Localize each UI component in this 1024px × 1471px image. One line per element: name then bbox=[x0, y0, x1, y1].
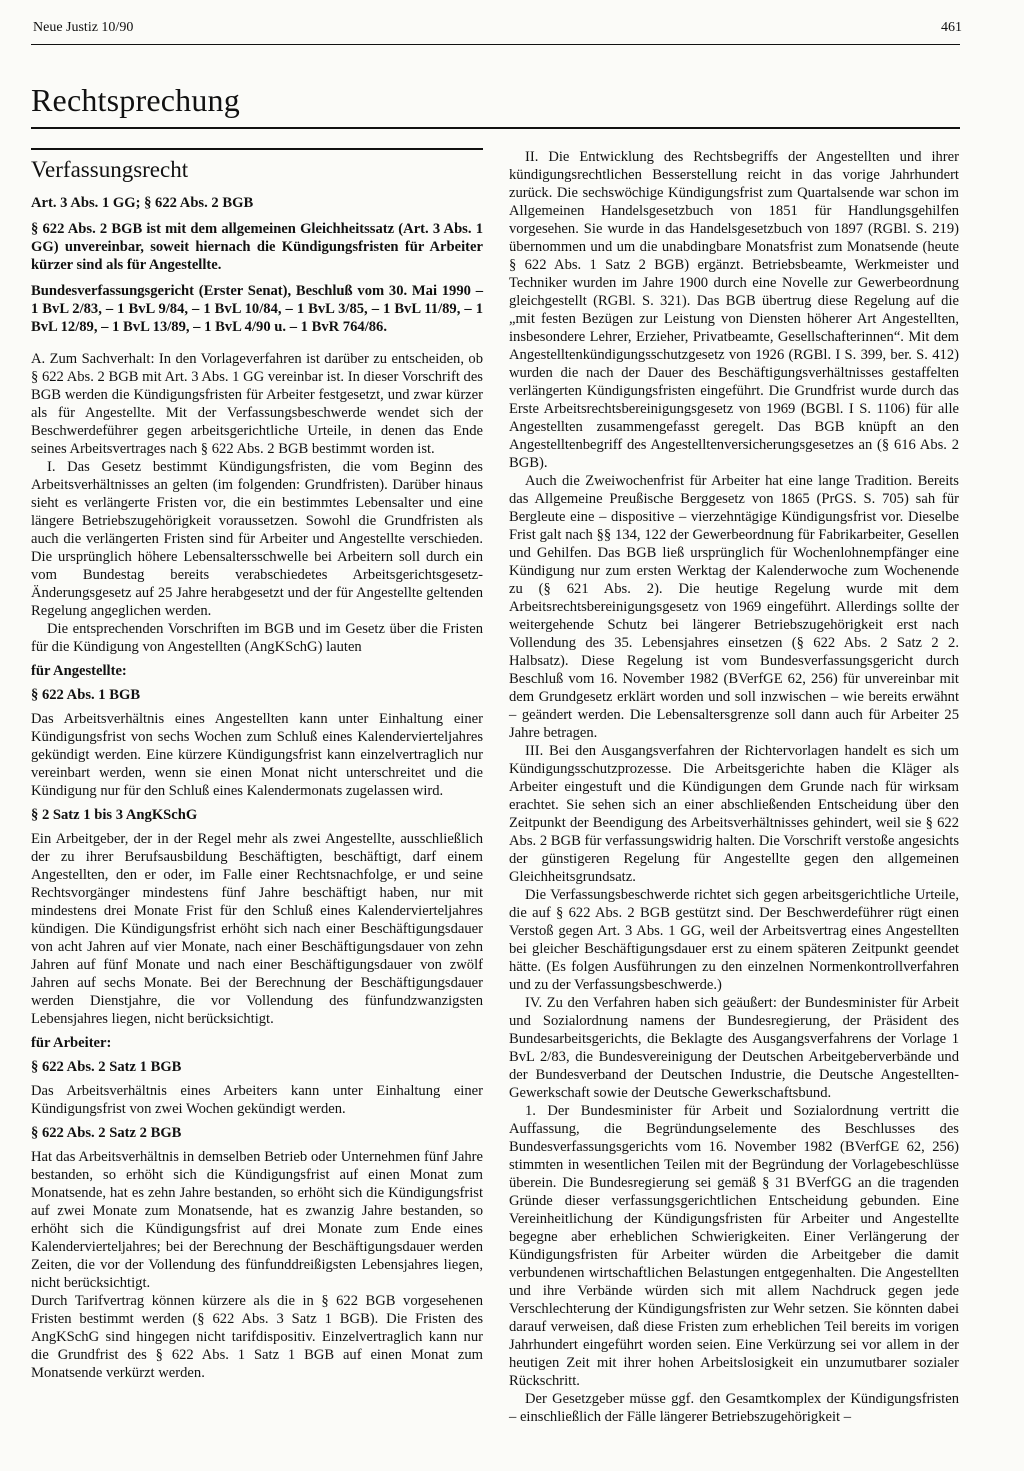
page-number: 461 bbox=[941, 20, 962, 35]
paragraph-i: I. Das Gesetz bestimmt Kündigungsfristen, die vom Beginn des Arbeitsverhältnisses an gelten (im folgenden: Grundfristen). Darüber hinaus sieht es verlängerte Fristen vor, die ein bestimmtes Lebensalter und eine längere Betriebszugehörigkeit voraussetzen. Sowohl die Grundfristen als auch die verlängerten Fristen sind für Arbeiter und Angestellte verschieden. Die ursprünglich höhere Lebensaltersschwelle bei Arbeitern soll durch ein vom Bundestag bereits verabschiedetes Arbeitsgerichtsgesetz-Änderungsgesetz auf 25 Jahre herabgesetzt und der für Angestellte geltenden Regelung angeglichen werden. bbox=[31, 459, 483, 619]
text-622-abs2-satz1: Das Arbeitsverhältnis eines Arbeiters kann unter Einhaltung einer Kündigungsfrist von zwei Wochen gekündigt werden. bbox=[31, 1083, 483, 1117]
paragraph-vorschriften: Die entsprechenden Vorschriften im BGB und im Gesetz über die Fristen für die Kündigung von Angestellten (AngKSchG) lauten bbox=[31, 621, 483, 655]
paragraph-iii: III. Bei den Ausgangsverfahren der Richtervorlagen handelt es sich um Kündigungsschutzprozesse. Die Arbeitsgerichte haben die Kläger als Arbeiter eingestuft und die Kündigungen dem Grunde nach für wirksam erachtet. Sie sehen sich an einer abschließenden Entscheidung über den Zeitpunkt der Beendigung des Arbeitsverhältnisses gehindert, weil sie § 622 Abs. 2 BGB für verfassungswidrig halten. Die Vorschrift verstoße angesichts der günstigeren Regelung für Angestellte gegen den allgemeinen Gleichheitsgrundsatz. bbox=[509, 743, 959, 885]
paragraph-1: 1. Der Bundesminister für Arbeit und Sozialordnung vertritt die Auffassung, die Begründungselemente des Beschlusses des Bundesverfassungsgerichts vom 16. November 1982 (BVerfGE 62, 256) stimmten in wesentlichen Teilen mit der Begründung der Vorlagebeschlüsse überein. Die Bundesregierung sei gemäß § 31 BVerfGG an die tragenden Gründe dieser verfassungsgerichtlichen Entscheidung gebunden. Eine Vereinheitlichung der Kündigungsfristen für Arbeiter und Angestellte begegne aber erheblichen Schwierigkeiten. Einer Verlängerung der Kündigungsfristen für Arbeiter würden die Arbeitgeber die damit verbundenen wirtschaftlichen Belastungen entgegenhalten. Die Angestellten und ihre Verbände würden sich mit allem Nachdruck gegen jede Verschlechterung der Kündigungsfristen zur Wehr setzen. Sie könnten dabei darauf verweisen, daß diese Fristen zum erheblichen Teil bereits im vorigen Jahrhundert eingeführt worden seien. Eine Verkürzung sei vor allem in der heutigen Zeit mit ihrer hohen Arbeitslosigkeit ein unzumutbarer sozialer Rückschritt. bbox=[509, 1103, 959, 1389]
norms-line: Art. 3 Abs. 1 GG; § 622 Abs. 2 BGB bbox=[31, 195, 254, 211]
journal-name: Neue Justiz 10/90 bbox=[33, 20, 134, 35]
paragraph-gesetzgeber: Der Gesetzgeber müsse ggf. den Gesamtkomplex der Kündigungsfristen – einschließlich der Fälle längerer Betriebszugehörigkeit – bbox=[509, 1391, 959, 1425]
court-citation: Bundesverfassungsgericht (Erster Senat), Beschluß vom 30. Mai 1990 – 1 BvL 2/83, – 1 BvL 9/84, – 1 BvL 10/84, – 1 BvL 3/85, – 1 BvL 11/89, – 1 BvL 12/89, – 1 BvL 13/89, – 1 BvL 4/90 u. – 1 BvR 764/86. bbox=[31, 283, 483, 335]
subsection-title: Verfassungsrecht bbox=[31, 157, 189, 182]
text-tarifvertrag: Durch Tarifvertrag können kürzere als die in § 622 BGB vorgesehenen Fristen bestimmt werden (§ 622 Abs. 3 Satz 1 BGB). Die Fristen des AngKSchG sind hingegen nicht tarifdispositiv. Einzelvertraglich kann nur die Grundfrist des § 622 Abs. 1 Satz 1 BGB auf einen Monat zum Monatsende verkürzt werden. bbox=[31, 1293, 483, 1381]
text-angkschg: Ein Arbeitgeber, der in der Regel mehr als zwei Angestellte, ausschließlich der zu ihrer Berufsausbildung Beschäftigten, beschäftigt, darf einem Angestellten, den er oder, im Falle einer Rechtsnachfolge, er und seine Rechtsvorgänger mindestens fünf Jahre beschäftigt haben, nur mit mindestens drei Monate Frist für den Schluß eines Kalendervierteljahres kündigen. Die Kündigungsfrist erhöht sich nach einer Beschäftigungsdauer von acht Jahren auf vier Monate, nach einer Beschäftigungsdauer von zehn Jahren auf fünf Monate und nach einer Beschäftigungsdauer von zwölf Jahren auf sechs Monate. Bei der Berechnung der Beschäftigungsdauer werden Dienstjahre, die vor Vollendung des fünfundzwanzigsten Lebensjahres liegen, nicht berücksichtigt. bbox=[31, 831, 483, 1027]
paragraph-ii: II. Die Entwicklung des Rechtsbegriffs der Angestellten und ihrer kündigungsrechtlichen Besserstellung reicht in das vorige Jahrhundert zurück. Die sechswöchige Kündigungsfrist zum Quartalsende war schon im Allgemeinen Handelsgesetzbuch von 1851 für Handlungsgehilfen vorgesehen. Sie wurde in das Handelsgesetzbuch von 1897 (RGBl. S. 219) übernommen und um die unabdingbare Monatsfrist zum Monatsende (heute § 622 Abs. 1 Satz 2 BGB) ergänzt. Betriebsbeamte, Werkmeister und Techniker wurden im Jahre 1900 durch eine Novelle zur Gewerbeordnung gleichgestellt (RGBl. S. 321). Das BGB übertrug diese Regelung auf die „mit festen Bezügen zur Leistung von Diensten höherer Art Angestellten, insbesondere Lehrer, Erzieher, Privatbeamte, Gesellschafterinnen“. Mit dem Angestelltenkündigungsschutzgesetz von 1926 (RGBl. I S. 399, ber. S. 412) wurden die nach der Dauer des Beschäftigungsverhältnisses gestaffelten verlängerten Kündigungsfristen eingeführt. Die Grundfrist wurde durch das Erste Arbeitsrechtsbereinigungsgesetz von 1969 (BGBl. I S. 1106) für alle Angestellten zusammengefasst geregelt. Das BGB knüpft an den Angestelltenbegriff des Angestelltenversicherungsgesetzes an (§ 616 Abs. 2 BGB). bbox=[509, 149, 959, 471]
subsection-rule bbox=[31, 148, 483, 150]
section-rule bbox=[31, 127, 960, 129]
paragraph-zweiwochenfrist: Auch die Zweiwochenfrist für Arbeiter hat eine lange Tradition. Bereits das Allgemeine Preußische Berggesetz von 1865 (PrGS. S. 705) sah für Bergleute eine – dispositive – vierzehntägige Kündigungsfrist vor. Dieselbe Frist galt nach §§ 134, 122 der Gewerbeordnung für Fabrikarbeiter, Gesellen und Gehilfen. Das BGB ließ ursprünglich für Wochenlohnempfänger eine Kündigung nur zum ersten Werktag der Kalenderwoche zum Wochenende zu (§ 621 Abs. 2). Die heutige Regelung wurde mit dem Arbeitsrechtsbereinigungsgesetz von 1969 eingeführt. Allerdings sollte der weitergehende Schutz bei längerer Betriebszugehörigkeit erst nach Vollendung des 35. Lebensjahres einsetzen (§ 622 Abs. 2 Satz 2 2. Halbsatz). Diese Regelung ist vom Bundesverfassungsgericht durch Beschluß vom 16. November 1982 (BVerfGE 62, 256) für unvereinbar mit dem Grundgesetz erklärt worden und soll inzwischen – wie bereits erwähnt – geändert werden. Die Lebensaltersgrenze soll dann auch für Arbeiter 25 Jahre betragen. bbox=[509, 473, 959, 741]
heading-angkschg: § 2 Satz 1 bis 3 AngKSchG bbox=[31, 807, 198, 823]
paragraph-verfassungsbeschwerde: Die Verfassungsbeschwerde richtet sich gegen arbeitsgerichtliche Urteile, die auf § 622 Abs. 2 BGB gestützt sind. Der Beschwerdeführer rügt einen Verstoß gegen Art. 3 Abs. 1 GG, weil der Arbeitsvertrag eines Angestellten bei gleicher Beschäftigungsdauer erst zu einem späteren Zeitpunkt geendet hätte. (Es folgen Ausführungen zu den einzelnen Normenkontrollverfahren und zu der Verfassungsbeschwerde.) bbox=[509, 887, 959, 993]
paragraph-sachverhalt: A. Zum Sachverhalt: In den Vorlageverfahren ist darüber zu entscheiden, ob § 622 Abs. 2 BGB mit Art. 3 Abs. 1 GG vereinbar ist. In dieser Vorschrift des BGB werden die Kündigungsfristen für Arbeiter festgesetzt, und zwar kürzer als für Angestellte. Mit der Verfassungsbeschwerde wendet sich der Beschwerdeführer gegen arbeitsgerichtliche Urteile, in denen das Ende seines Arbeitsvertrages nach § 622 Abs. 2 BGB bestimmt worden ist. bbox=[31, 351, 483, 457]
header-rule bbox=[31, 44, 960, 45]
right-column bbox=[509, 148, 959, 1426]
paragraph-iv: IV. Zu den Verfahren haben sich geäußert: der Bundesminister für Arbeit und Sozialordnung namens der Bundesregierung, der Präsident des Bundesarbeitsgerichts, die Beklagte des Ausgangsverfahrens der Vorlage 1 BvL 2/83, die Bundesvereinigung der Deutschen Arbeitgeberverbände und der Bundesverband der Deutschen Industrie, die Deutsche Angestellten-Gewerkschaft sowie der Deutsche Gewerkschaftsbund. bbox=[509, 995, 959, 1101]
left-column bbox=[31, 148, 483, 1382]
heading-622-abs1: § 622 Abs. 1 BGB bbox=[31, 687, 141, 703]
section-title: Rechtsprechung bbox=[31, 82, 240, 118]
heading-angestellte: für Angestellte: bbox=[31, 663, 127, 679]
headnote: § 622 Abs. 2 BGB ist mit dem allgemeinen Gleichheitssatz (Art. 3 Abs. 1 GG) unvereinbar, soweit hiernach die Kündigungsfristen für Arbeiter kürzer sind als für Angestellte. bbox=[31, 221, 483, 273]
heading-arbeiter: für Arbeiter: bbox=[31, 1035, 112, 1051]
heading-622-abs2-satz1: § 622 Abs. 2 Satz 1 BGB bbox=[31, 1059, 182, 1075]
text-622-abs1: Das Arbeitsverhältnis eines Angestellten kann unter Einhaltung einer Kündigungsfrist von sechs Wochen zum Schluß eines Kalendervierteljahres gekündigt werden. Eine kürzere Kündigungsfrist kann einzelvertraglich nur vereinbart werden, wenn sie einen Monat nicht unterschreitet und die Kündigung nur für den Schluß eines Kalendermonats zugelassen wird. bbox=[31, 711, 483, 799]
text-622-abs2-satz2: Hat das Arbeitsverhältnis in demselben Betrieb oder Unternehmen fünf Jahre bestanden, so erhöht sich die Kündigungsfrist auf einen Monat zum Monatsende, hat es zehn Jahre bestanden, so erhöht sich die Kündigungsfrist auf zwei Monate zum Monatsende, hat es zwanzig Jahre bestanden, so erhöht sich die Kündigungsfrist auf drei Monate zum Ende eines Kalendervierteljahres; bei der Berechnung der Beschäftigungsdauer werden Zeiten, die vor der Vollendung des fünfunddreißigsten Lebensjahres liegen, nicht berücksichtigt. bbox=[31, 1149, 483, 1291]
heading-622-abs2-satz2: § 622 Abs. 2 Satz 2 BGB bbox=[31, 1125, 182, 1141]
